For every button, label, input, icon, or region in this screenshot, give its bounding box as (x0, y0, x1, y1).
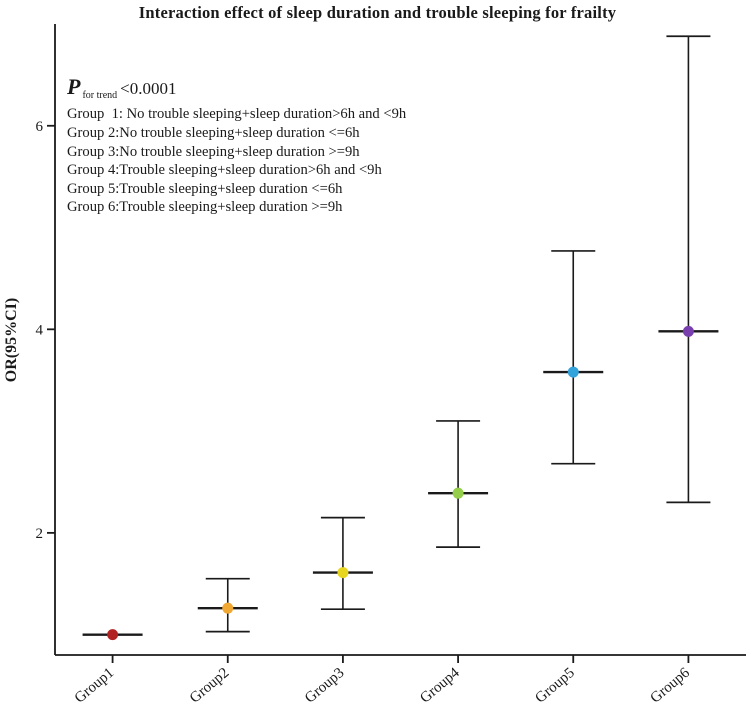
group-legend-line: Group 4:Trouble sleeping+sleep duration>6h and <9h (67, 162, 382, 179)
x-tick-label-group1: Group1 (71, 664, 118, 707)
errorbar-group1 (83, 629, 143, 640)
estimate-point (453, 488, 464, 499)
x-tick-label-group3: Group3 (302, 664, 348, 707)
group-legend-line: Group 2:No trouble sleeping+sleep duration <=6h (67, 124, 360, 141)
y-tick-label: 4 (35, 322, 43, 339)
estimate-point (683, 326, 694, 337)
group-legend-line: Group 6:Trouble sleeping+sleep duration >=9h (67, 199, 343, 216)
p-symbol: P (67, 74, 81, 99)
x-tick-label-group5: Group5 (532, 664, 578, 707)
p-for-trend (67, 74, 406, 101)
x-tick-label-group4: Group4 (417, 664, 463, 707)
group-legend (67, 105, 406, 217)
chart-title: Interaction effect of sleep duration and trouble sleeping for frailty (138, 3, 617, 22)
estimate-point (337, 567, 348, 578)
estimate-point (107, 629, 118, 640)
y-tick-label: 6 (35, 118, 43, 135)
group-legend-line: Group 5:Trouble sleeping+sleep duration <=6h (67, 180, 343, 197)
errorbar-group3 (313, 518, 373, 610)
y-tick-label: 2 (35, 525, 43, 542)
group-legend-line: Group 1: No trouble sleeping+sleep duration>6h and <9h (67, 106, 407, 123)
errorbar-group6 (658, 36, 718, 502)
x-tick-label-group2: Group2 (186, 664, 233, 707)
errorbar-group2 (198, 579, 258, 632)
group-legend-line: Group 3:No trouble sleeping+sleep duration >=9h (67, 143, 360, 160)
p-value: <0.0001 (120, 79, 177, 98)
x-tick-label-group6: Group6 (647, 664, 693, 707)
y-axis-label: OR(95%CI) (3, 297, 20, 383)
errorbar-group4 (428, 421, 488, 547)
p-subscript: for trend (82, 90, 118, 102)
errorbar-group5 (543, 251, 603, 464)
estimate-point (222, 603, 233, 614)
estimate-point (568, 367, 579, 378)
annotation-block (67, 74, 406, 217)
